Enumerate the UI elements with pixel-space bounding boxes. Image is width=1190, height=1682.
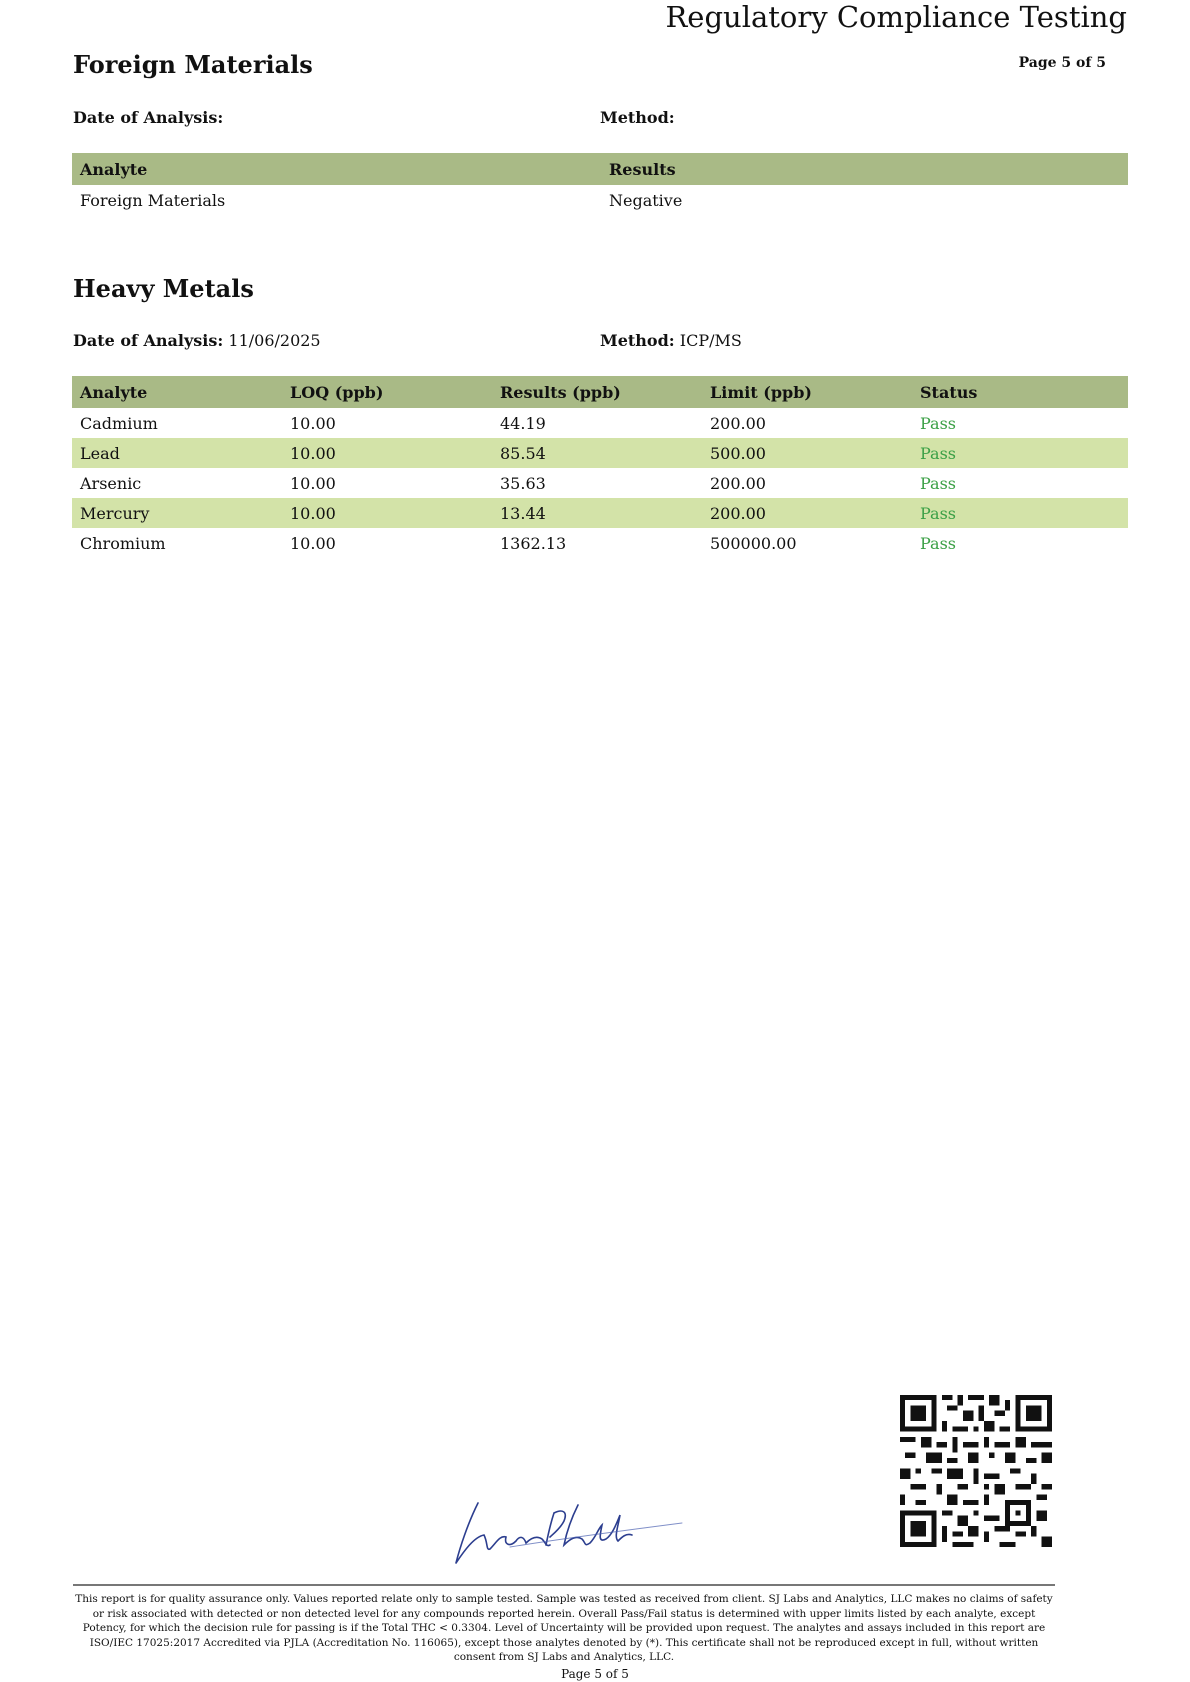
fm-date-label: Date of Analysis:	[73, 108, 224, 127]
cell-analyte: Mercury	[72, 498, 282, 528]
hm-date-of-analysis	[73, 331, 321, 350]
cell-loq: 10.00	[282, 438, 492, 468]
table-row	[72, 185, 1128, 215]
cell-status: Pass	[912, 498, 1128, 528]
table-header-row	[72, 153, 1128, 185]
cell-result: 85.54	[492, 438, 702, 468]
column-header-limit: Limit (ppb)	[702, 376, 912, 408]
cell-result: 44.19	[500, 413, 546, 433]
cell-analyte: Foreign Materials	[80, 190, 226, 210]
column-header-analyte: Analyte	[72, 153, 601, 185]
cell-limit: 200.00	[702, 498, 912, 528]
signature-image	[450, 1495, 690, 1575]
footer-disclaimer: This report is for quality assurance only. Values reported relate only to sample tested. Sample was tested as received from client. SJ Labs and Analytics, LLC makes no claims of safety or risk associated with detected or non detected level for any compounds reported herein. Overall Pass/Fail status is determined with upper limits listed by each analyte, except Potency, for which the decision rule for passing is if the Total THC < 0.3304. Level of Uncertainty will be provided upon request. The analytes and assays included in this report are ISO/IEC 17025:2017 Accredited via PJLA (Accreditation No. 116065), except those analytes denoted by (*). This certificate shall not be reproduced except in full, without written consent from SJ Labs and Analytics, LLC.	[75, 1593, 1053, 1663]
cell-analyte: Chromium	[80, 533, 166, 553]
cell-analyte: Arsenic	[80, 473, 142, 493]
cell-status: Pass	[920, 413, 957, 433]
cell-result: 1362.13	[500, 533, 567, 553]
cell-limit: 500000.00	[710, 533, 797, 553]
column-header-results: Results	[601, 153, 1128, 185]
column-header-results: Results (ppb)	[492, 376, 702, 408]
table-row	[72, 498, 1128, 528]
heavy-metals-table	[72, 376, 1128, 558]
section-title-heavy-metals: Heavy Metals	[73, 274, 254, 303]
cell-limit: 500.00	[702, 438, 912, 468]
hm-date-value: 11/06/2025	[228, 331, 321, 350]
table-row	[72, 408, 1128, 438]
table-row	[72, 528, 1128, 558]
cell-status: Pass	[920, 473, 957, 493]
foreign-materials-table	[72, 153, 1128, 215]
table-header-row	[72, 376, 1128, 408]
hm-method	[600, 331, 742, 350]
column-header-loq: LOQ (ppb)	[282, 376, 492, 408]
cell-analyte: Cadmium	[80, 413, 158, 433]
fm-method	[600, 108, 675, 127]
page-number-top: Page 5 of 5	[1018, 55, 1106, 71]
section-title-foreign-materials: Foreign Materials	[73, 50, 313, 79]
fm-method-label: Method:	[600, 108, 675, 127]
hm-method-value: ICP/MS	[679, 331, 742, 350]
cell-limit: 200.00	[710, 473, 766, 493]
qr-code-image	[900, 1395, 1052, 1547]
cell-result: Negative	[609, 190, 683, 210]
cell-result: 35.63	[500, 473, 546, 493]
column-header-status: Status	[912, 376, 1128, 408]
cell-limit: 200.00	[710, 413, 766, 433]
cell-status: Pass	[912, 438, 1128, 468]
hm-method-label: Method:	[600, 331, 675, 350]
fm-date-of-analysis	[73, 108, 223, 127]
cell-loq: 10.00	[282, 498, 492, 528]
cell-result: 13.44	[492, 498, 702, 528]
cell-analyte: Lead	[72, 438, 282, 468]
cell-loq: 10.00	[290, 533, 336, 553]
report-title: Regulatory Compliance Testing	[665, 0, 1127, 34]
table-row	[72, 468, 1128, 498]
cell-loq: 10.00	[290, 473, 336, 493]
cell-status: Pass	[920, 533, 957, 553]
footer-divider	[73, 1584, 1055, 1586]
page-number-bottom: Page 5 of 5	[561, 1667, 629, 1681]
hm-date-label: Date of Analysis:	[73, 331, 224, 350]
column-header-analyte: Analyte	[72, 376, 282, 408]
table-row	[72, 438, 1128, 468]
cell-loq: 10.00	[290, 413, 336, 433]
